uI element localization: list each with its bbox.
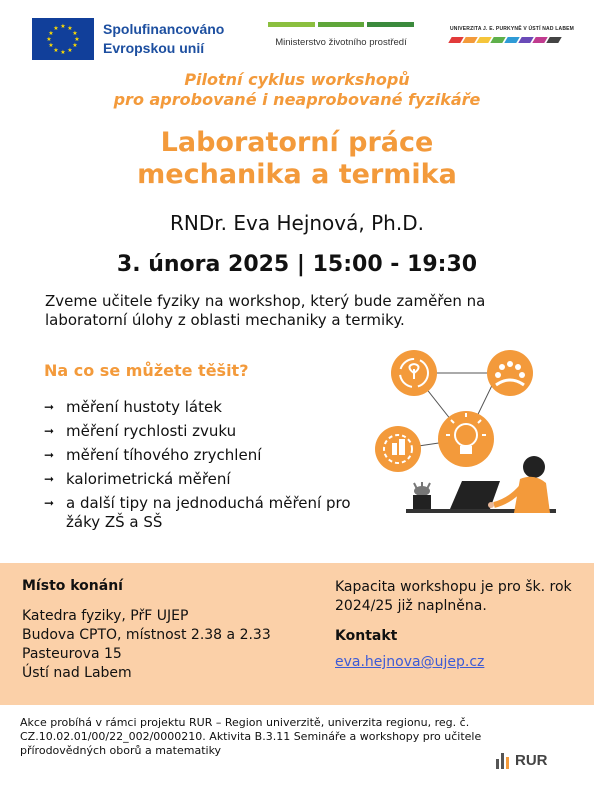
eu-cofunding-text: Spolufinancováno Evropskou unií — [103, 21, 225, 56]
intro-text: Zveme učitele fyziky na workshop, který bude zaměřen na laboratorní úlohy z oblasti mechaniky a termiky. — [45, 292, 486, 329]
svg-text:★: ★ — [74, 36, 80, 43]
team-icon — [487, 350, 533, 396]
ministry-label: Ministerstvo životního prostředí — [275, 37, 407, 48]
subtitle: Pilotní cyklus workshopů pro aprobované i neaprobované fyzikáře — [113, 70, 481, 109]
list-item: ➞ měření rychlosti zvuku — [44, 422, 237, 440]
contact-email-link[interactable]: eva.hejnova@ujep.cz — [335, 654, 485, 670]
list-item: ➞ měření tíhového zrychlení — [44, 446, 262, 464]
page-title: Laboratorní práce mechanika a termika — [137, 127, 457, 190]
ministry-logo — [268, 22, 414, 48]
arrow-icon: ➞ — [44, 400, 55, 414]
svg-text:★: ★ — [72, 30, 78, 37]
rur-logo — [496, 752, 548, 769]
svg-text:★: ★ — [48, 30, 54, 37]
svg-text:★: ★ — [48, 42, 54, 49]
person-laptop-icon — [406, 456, 556, 513]
idea-bulb-icon — [438, 411, 494, 467]
venue-heading: Místo konání — [22, 578, 123, 594]
svg-text:★: ★ — [53, 47, 59, 54]
arrow-icon: ➞ — [44, 448, 55, 462]
list-item: ➞ kalorimetrická měření — [44, 470, 231, 488]
capacity-note: Kapacita workshopu je pro šk. rok 2024/25 již naplněna. — [335, 579, 572, 614]
rur-logo-text: RUR — [515, 752, 548, 769]
city-icon — [375, 426, 421, 472]
contact-heading: Kontakt — [335, 628, 398, 644]
expect-list — [44, 398, 364, 537]
list-item: ➞ měření hustoty látek — [44, 398, 222, 416]
workshop-illustration — [370, 345, 570, 535]
university-label: UNIVERZITA J. E. PURKYNĚ V ÚSTÍ NAD LABEM — [450, 26, 575, 32]
expect-heading: Na co se můžete těšit? — [44, 361, 249, 380]
arrow-icon: ➞ — [44, 424, 55, 438]
svg-text:★: ★ — [67, 25, 73, 32]
svg-text:★: ★ — [46, 36, 52, 43]
list-item: ➞ a další tipy na jednoduchá měření pro žáky ZŠ a SŠ — [44, 494, 351, 531]
venue-address: Katedra fyziky, PřF UJEP Budova CPTO, místnost 2.38 a 2.33 Pasteurova 15 Ústí nad Labem — [22, 608, 271, 681]
eu-flag-logo — [32, 18, 94, 60]
event-date: 3. února 2025 | 15:00 - 19:30 — [116, 252, 478, 277]
svg-text:★: ★ — [72, 42, 78, 49]
svg-text:★: ★ — [60, 23, 66, 30]
svg-text:★: ★ — [67, 47, 73, 54]
footer-note: Akce probíhá v rámci projektu RUR – Region univerzitě, univerzita regionu, reg. č. CZ.10.02.01/00/22_002/0000210. Aktivita B.3.11 Semináře a workshopy pro učitele přírodovědných oborů a matematiky — [20, 716, 482, 757]
arrow-icon: ➞ — [44, 496, 55, 510]
university-logo — [450, 26, 575, 43]
presenter-name: RNDr. Eva Hejnová, Ph.D. — [170, 211, 424, 235]
arrow-icon: ➞ — [44, 472, 55, 486]
recycle-plant-icon — [391, 350, 437, 396]
svg-text:★: ★ — [53, 25, 59, 32]
svg-text:★: ★ — [60, 49, 66, 56]
